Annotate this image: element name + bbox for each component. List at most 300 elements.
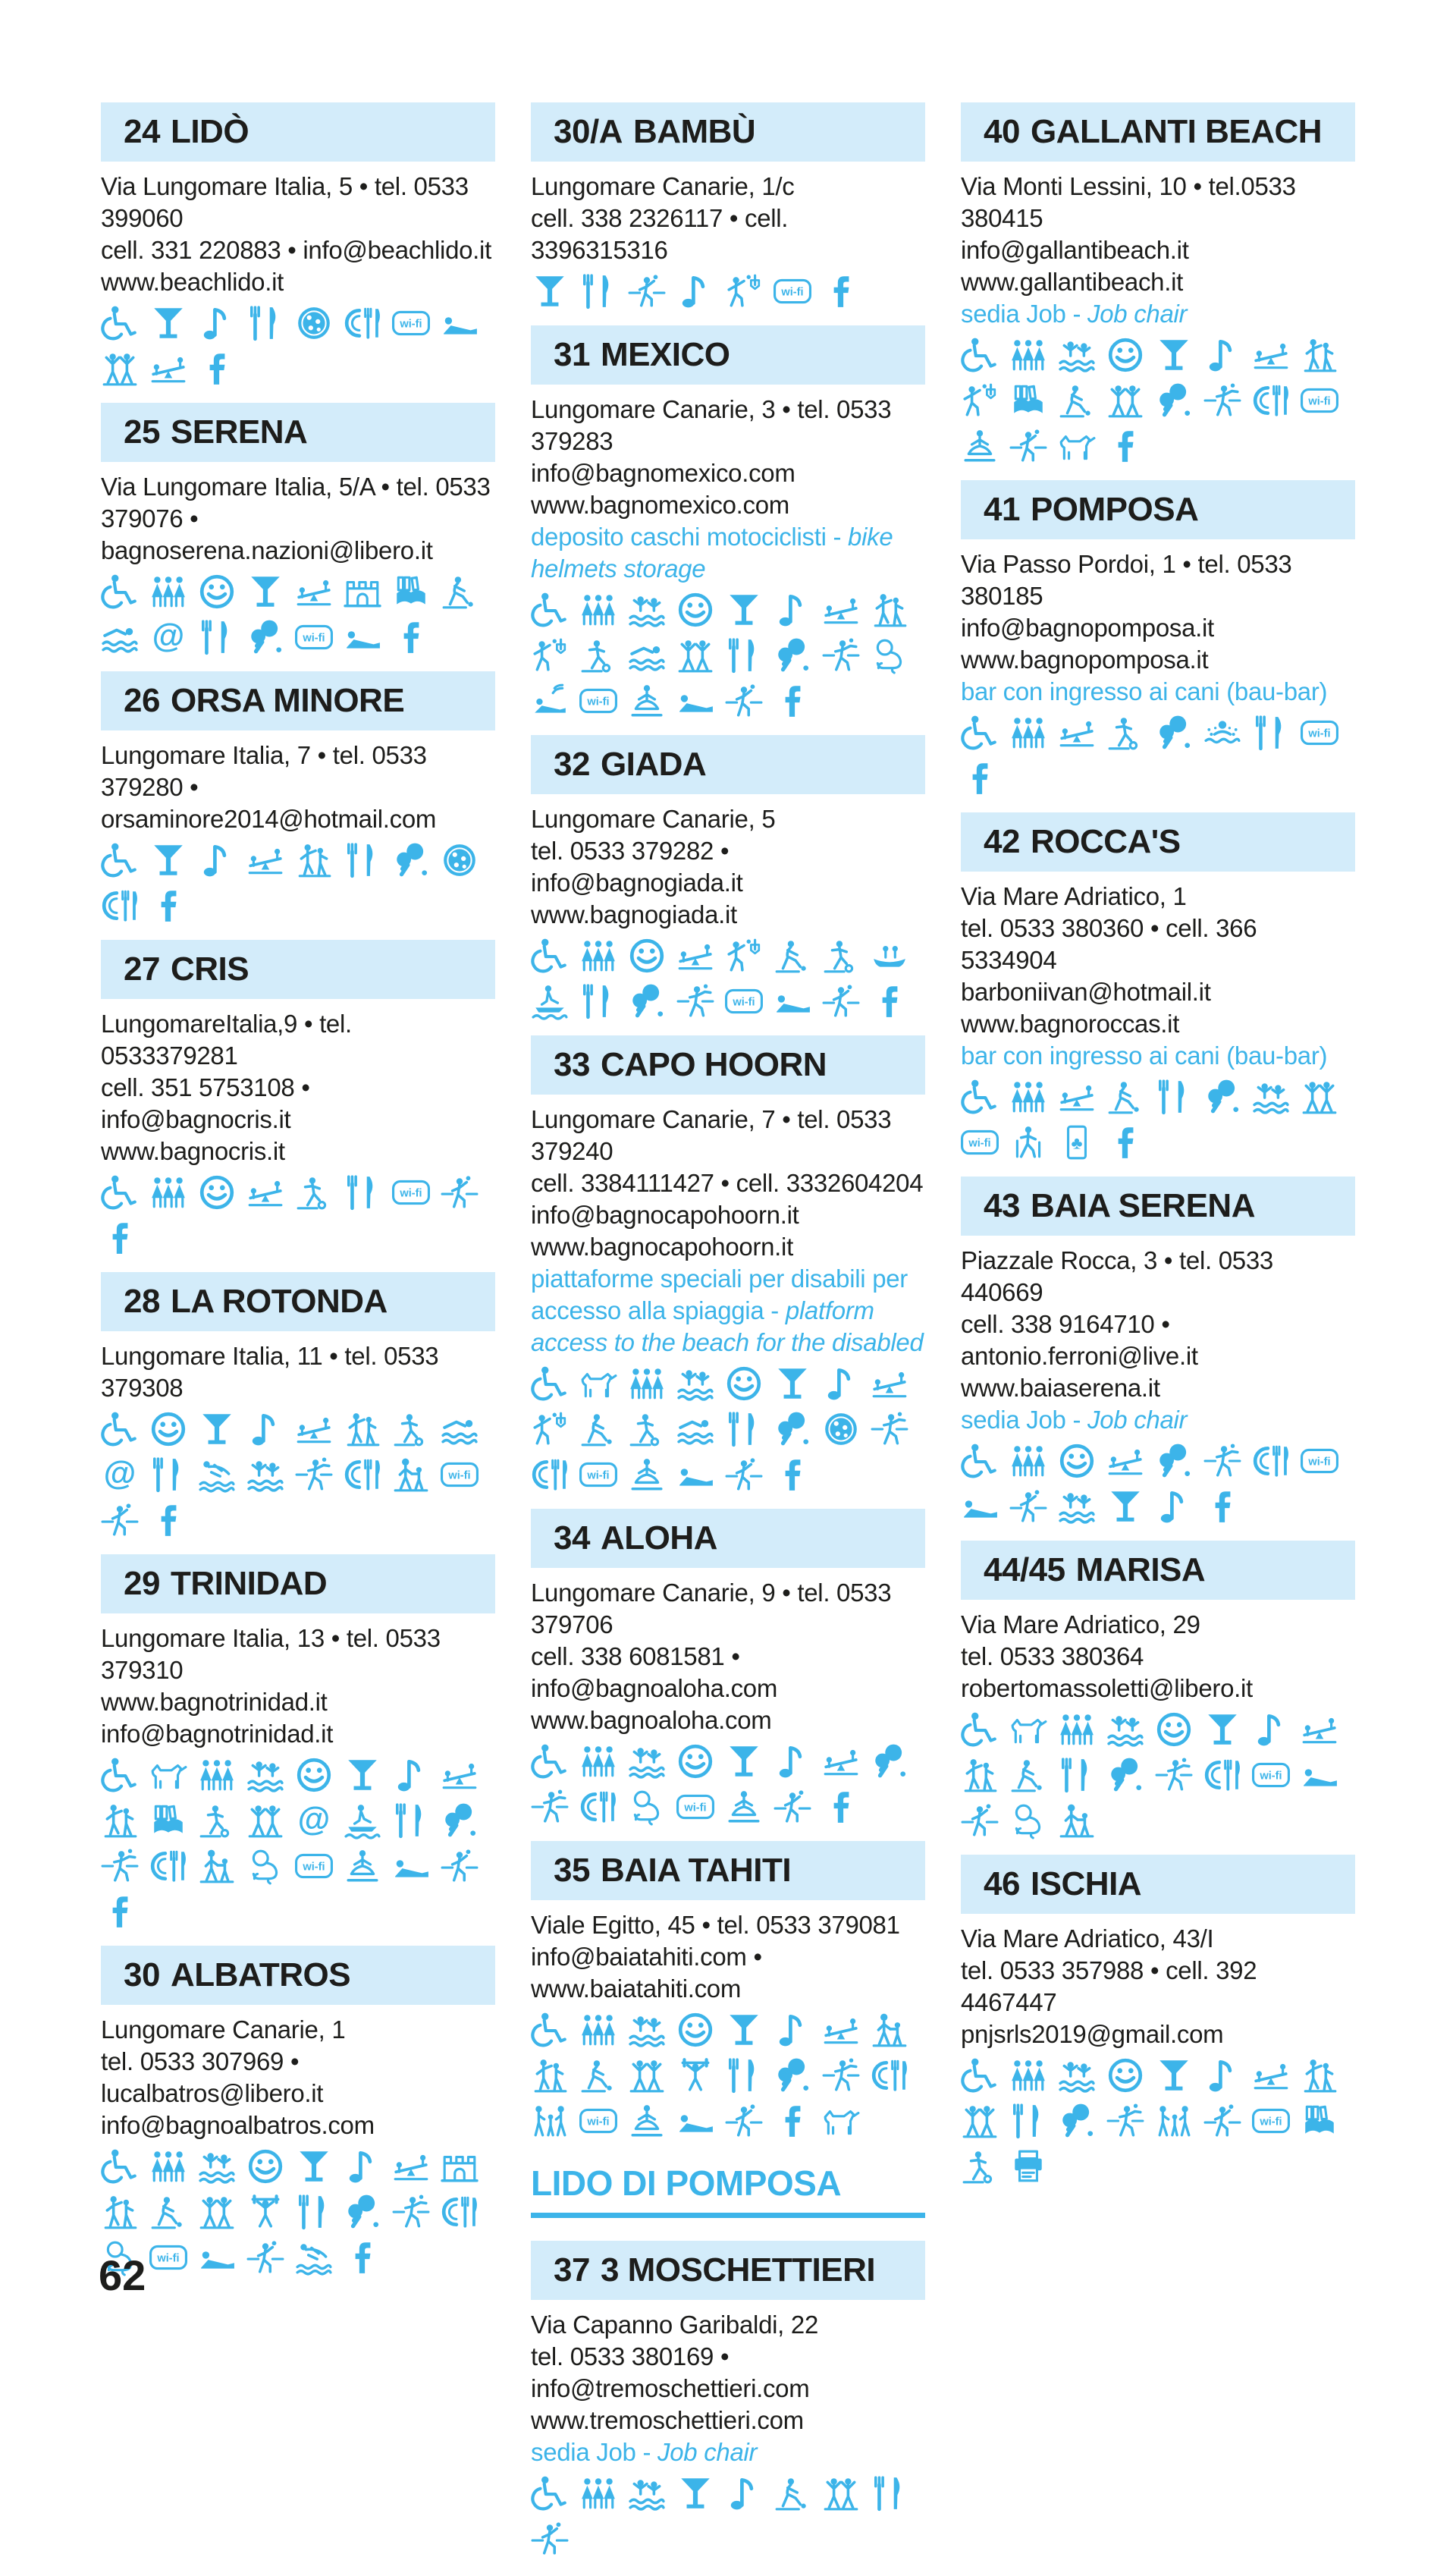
entry-header xyxy=(101,102,495,162)
ping-pong-icon xyxy=(774,2056,811,2094)
volleyball-icon xyxy=(725,2102,763,2140)
volleyball-icon xyxy=(441,1173,479,1211)
basketball-icon xyxy=(531,1410,569,1448)
ping-pong-icon xyxy=(1155,382,1193,419)
entry-number: 30/A xyxy=(554,113,623,150)
entry-note-english: platform access to the beach for the disabled xyxy=(531,1296,924,1356)
entry-name: ALBATROS xyxy=(170,1956,351,1993)
smiley-icon xyxy=(1106,336,1144,374)
entry-note-english: Job chair xyxy=(1087,1406,1188,1434)
family-icon xyxy=(149,573,187,611)
entry-header xyxy=(531,102,925,162)
entry-number: 26 xyxy=(124,682,160,719)
column-right xyxy=(961,102,1355,2573)
entry-note: bar con ingresso ai cani (bau-bar) xyxy=(961,677,1328,705)
seesaw-icon xyxy=(676,937,714,975)
entry-number: 32 xyxy=(554,746,590,783)
sunbed-icon xyxy=(198,2238,236,2276)
entry-number: 30 xyxy=(124,1956,160,1993)
family-icon xyxy=(149,1173,187,1211)
cocktail-icon xyxy=(1203,1711,1241,1748)
ping-pong-icon xyxy=(1155,714,1193,752)
entry-number: 40 xyxy=(984,113,1020,150)
family-icon xyxy=(1009,1078,1047,1116)
entry-24 xyxy=(101,102,495,388)
amenity-icons xyxy=(101,1756,495,1931)
basketball-icon xyxy=(531,636,569,674)
amenity-icons xyxy=(101,1173,495,1257)
entry-number: 46 xyxy=(984,1865,1020,1902)
amenity-icons xyxy=(101,304,495,388)
cocktail-icon xyxy=(725,591,763,629)
svg-text:♣: ♣ xyxy=(1071,1133,1083,1153)
entry-25 xyxy=(101,403,495,656)
dishes-icon xyxy=(871,2056,908,2094)
cocktail-icon xyxy=(246,573,284,611)
entry-title xyxy=(984,1187,1255,1225)
wifi-icon xyxy=(1301,714,1338,752)
dishes-icon xyxy=(101,887,139,925)
cutlery-icon xyxy=(1155,1078,1193,1116)
entry-note-english: bike helmets storage xyxy=(531,523,893,583)
entry-header xyxy=(531,1841,925,1900)
entry-contact-info: Via Lungomare Italia, 5 • tel. 0533 399060 cell. 331 220883 • info@beachlido.it www.beachlido.it xyxy=(101,172,491,296)
family-icon xyxy=(1009,336,1047,374)
water-play-icon xyxy=(628,1742,666,1780)
soccer-icon xyxy=(579,636,617,674)
cocktail-icon xyxy=(725,1742,763,1780)
water-play-icon xyxy=(1058,336,1096,374)
wifi-icon xyxy=(579,1456,617,1494)
ping-pong-icon xyxy=(1106,1756,1144,1794)
seesaw-icon xyxy=(392,2147,430,2185)
soccer-icon xyxy=(1106,714,1144,752)
music-icon xyxy=(392,1756,430,1794)
svg-text:@: @ xyxy=(297,1800,331,1838)
entry-header xyxy=(531,735,925,794)
basketball-icon xyxy=(961,382,999,419)
music-icon xyxy=(822,1365,860,1403)
entry-title xyxy=(554,746,706,784)
amenity-icons xyxy=(961,1711,1355,1839)
dance-group-icon xyxy=(628,2056,666,2094)
yoga-icon xyxy=(344,1847,381,1885)
basketball-icon xyxy=(725,937,763,975)
seesaw-icon xyxy=(441,1756,479,1794)
wheelchair-icon xyxy=(101,1410,139,1448)
books-icon xyxy=(1301,2102,1338,2140)
seesaw-icon xyxy=(246,1173,284,1211)
wifi-icon xyxy=(441,1456,479,1494)
dance-couple-icon xyxy=(295,841,333,879)
facebook-icon xyxy=(1203,1488,1241,1525)
entry-contact-info: Viale Egitto, 45 • tel. 0533 379081 info@baiatahiti.com • www.baiatahiti.com xyxy=(531,1911,900,2003)
cocktail-icon xyxy=(198,1410,236,1448)
at-icon xyxy=(149,618,187,656)
entry-34 xyxy=(531,1509,925,1826)
dog-icon xyxy=(149,1756,187,1794)
music-icon xyxy=(725,2474,763,2512)
entry-33 xyxy=(531,1035,925,1494)
entry-title xyxy=(554,1046,827,1084)
family-walking-icon xyxy=(198,1847,236,1885)
entry-name: ROCCA'S xyxy=(1030,823,1181,860)
entry-header xyxy=(101,940,495,999)
entry-name: 3 MOSCHETTIERI xyxy=(600,2251,876,2289)
ping-pong-icon xyxy=(246,618,284,656)
swimmer-icon xyxy=(676,1410,714,1448)
facebook-icon xyxy=(344,2238,381,2276)
cutlery-icon xyxy=(1252,714,1290,752)
wifi-icon xyxy=(1252,1756,1290,1794)
facebook-icon xyxy=(101,1219,139,1257)
tennis-icon xyxy=(531,1788,569,1826)
entry-contact-info: Via Passo Pordoi, 1 • tel. 0533 380185 info@bagnopomposa.it www.bagnopomposa.it xyxy=(961,550,1292,674)
smiley-icon xyxy=(198,573,236,611)
smiley-icon xyxy=(149,1410,187,1448)
wifi-icon xyxy=(579,2102,617,2140)
dance-couple-icon xyxy=(101,2193,139,2231)
entry-contact-info: Lungomare Canarie, 3 • tel. 0533 379283 info@bagnomexico.com www.bagnomexico.com xyxy=(531,395,892,519)
smiley-icon xyxy=(198,1173,236,1211)
dog-icon xyxy=(579,1365,617,1403)
wheelchair-icon xyxy=(101,841,139,879)
dishes-icon xyxy=(1252,382,1290,419)
entry-note: piattaforme speciali per disabili per accesso alla spiaggia - platform access to the beach for the disabled xyxy=(531,1265,924,1356)
volleyball-icon xyxy=(1009,1488,1047,1525)
entry-contact-info: Lungomare Canarie, 1/c cell. 338 2326117 • cell. 3396315316 xyxy=(531,172,795,264)
music-icon xyxy=(676,272,714,310)
wifi-icon xyxy=(725,982,763,1020)
smiley-icon xyxy=(1058,1442,1096,1480)
entry-28 xyxy=(101,1272,495,1539)
wheelchair-icon xyxy=(531,937,569,975)
entry-note: sedia Job - Job chair xyxy=(961,1406,1188,1434)
bocce-icon xyxy=(774,2474,811,2512)
dance-group-icon xyxy=(198,2193,236,2231)
books-icon xyxy=(149,1802,187,1839)
ping-pong-icon xyxy=(392,841,430,879)
soccer-icon xyxy=(961,2147,999,2185)
facebook-icon xyxy=(101,1893,139,1931)
water-play-icon xyxy=(246,1756,284,1794)
ping-pong-icon xyxy=(344,2193,381,2231)
entry-contact-info: Via Lungomare Italia, 5/A • tel. 0533 379076 • bagnoserena.nazioni@libero.it xyxy=(101,473,491,564)
wifi-icon xyxy=(1301,1442,1338,1480)
svg-text:wi-fi: wi-fi xyxy=(781,286,804,299)
cocktail-icon xyxy=(774,1365,811,1403)
wheelchair-icon xyxy=(531,2011,569,2049)
smiley-icon xyxy=(1155,1711,1193,1748)
entry-title xyxy=(124,1956,350,1994)
family-icon xyxy=(198,1756,236,1794)
entry-contact-info: Lungomare Italia, 7 • tel. 0533 379280 • orsaminore2014@hotmail.com xyxy=(101,741,437,833)
soccer-icon xyxy=(628,1410,666,1448)
tennis-icon xyxy=(676,982,714,1020)
tennis-icon xyxy=(1155,1756,1193,1794)
ping-pong-icon xyxy=(871,1742,908,1780)
facebook-icon xyxy=(1106,1123,1144,1161)
music-icon xyxy=(774,2011,811,2049)
entry-41 xyxy=(961,480,1355,797)
entry-contact-info: Piazzale Rocca, 3 • tel. 0533 440669 cell. 338 9164710 • antonio.ferroni@live.it www.baiaserena.it xyxy=(961,1246,1273,1402)
svg-text:wi-fi: wi-fi xyxy=(733,996,755,1009)
music-icon xyxy=(774,1742,811,1780)
swimmer-icon xyxy=(441,1410,479,1448)
wifi-icon xyxy=(774,272,811,310)
wifi-icon xyxy=(149,2238,187,2276)
wheelchair-icon xyxy=(531,1365,569,1403)
at-icon xyxy=(101,1456,139,1494)
water-play-icon xyxy=(1058,1488,1096,1525)
sunbed-icon xyxy=(676,682,714,720)
dance-couple-icon xyxy=(531,2056,569,2094)
entry-contact-info: Lungomare Italia, 13 • tel. 0533 379310 www.bagnotrinidad.it info@bagnotrinidad.it xyxy=(101,1624,441,1748)
entry-number: 41 xyxy=(984,491,1020,528)
printer-icon xyxy=(1009,2147,1047,2185)
entry-number: 27 xyxy=(124,950,160,988)
wifi-icon xyxy=(676,1788,714,1826)
entry-number: 42 xyxy=(984,823,1020,860)
cutlery-icon xyxy=(579,272,617,310)
sunbed-icon xyxy=(392,1847,430,1885)
family-icon xyxy=(1009,714,1047,752)
books-icon xyxy=(1009,382,1047,419)
dance-couple-icon xyxy=(961,1756,999,1794)
entry-contact-info: Lungomare Canarie, 5 tel. 0533 379282 • info@bagnogiada.it www.bagnogiada.it xyxy=(531,805,776,928)
svg-text:wi-fi: wi-fi xyxy=(157,2252,180,2265)
dishes-icon xyxy=(441,2193,479,2231)
wheelchair-icon xyxy=(101,1173,139,1211)
pizza-icon xyxy=(441,841,479,879)
diver-icon xyxy=(198,1456,236,1494)
volleyball-icon xyxy=(822,982,860,1020)
entry-name: TRINIDAD xyxy=(170,1565,328,1602)
seesaw-icon xyxy=(295,1410,333,1448)
entry-header xyxy=(101,671,495,730)
entry-header xyxy=(101,403,495,462)
bocce-icon xyxy=(441,573,479,611)
entry-name: BAIA SERENA xyxy=(1030,1187,1255,1224)
wheelchair-icon xyxy=(531,591,569,629)
amenity-icons xyxy=(961,1078,1355,1161)
entry-note: sedia Job - Job chair xyxy=(961,300,1188,328)
dance-group-icon xyxy=(676,636,714,674)
entry-number: 25 xyxy=(124,413,160,451)
entry-header xyxy=(101,1272,495,1331)
tennis-icon xyxy=(101,1847,139,1885)
entry-header xyxy=(531,1509,925,1568)
sunbed-icon xyxy=(774,982,811,1020)
cocktail-icon xyxy=(1106,1488,1144,1525)
entry-contact-info: Via Mare Adriatico, 1 tel. 0533 380360 • cell. 366 5334904 barboniivan@hotmail.it www.bagnoroccas.it xyxy=(961,882,1257,1038)
volleyball-icon xyxy=(961,1802,999,1839)
sunbed-icon xyxy=(676,1456,714,1494)
entry-name: MARISA xyxy=(1075,1551,1206,1588)
entry-number: 43 xyxy=(984,1187,1020,1224)
entry-note: bar con ingresso ai cani (bau-bar) xyxy=(961,1041,1328,1070)
amenity-icons xyxy=(961,2056,1355,2185)
smiley-icon xyxy=(1106,2056,1144,2094)
wifi-icon xyxy=(961,1123,999,1161)
music-icon xyxy=(1203,336,1241,374)
yoga-icon xyxy=(628,2102,666,2140)
wheelchair-icon xyxy=(961,714,999,752)
svg-text:wi-fi: wi-fi xyxy=(968,1137,991,1150)
entry-name: BAIA TAHITI xyxy=(600,1852,792,1889)
facebook-icon xyxy=(1106,427,1144,465)
dishes-icon xyxy=(1203,1756,1241,1794)
entry-name: LA ROTONDA xyxy=(170,1283,388,1320)
smiley-icon xyxy=(246,2147,284,2185)
seesaw-icon xyxy=(1106,1442,1144,1480)
entry-32 xyxy=(531,735,925,1020)
facebook-icon xyxy=(774,682,811,720)
section-heading-lido-di-pomposa: LIDO DI POMPOSA xyxy=(531,2163,925,2218)
amenity-icons xyxy=(531,1742,925,1826)
wifi-icon xyxy=(1301,382,1338,419)
tennis-icon xyxy=(822,2056,860,2094)
cocktail-icon xyxy=(344,1756,381,1794)
amenity-icons xyxy=(101,841,495,925)
entry-contact-info: Lungomare Canarie, 7 • tel. 0533 379240 cell. 3384111427 • cell. 3332604204 info@bagnocapohoorn.it www.bagnocapohoorn.it xyxy=(531,1105,924,1261)
cutlery-icon xyxy=(725,636,763,674)
entry-number: 24 xyxy=(124,113,160,150)
tennis-icon xyxy=(1106,2102,1144,2140)
svg-text:wi-fi: wi-fi xyxy=(684,1802,707,1814)
baby-icon xyxy=(1009,1802,1047,1839)
entry-header xyxy=(101,1554,495,1613)
svg-text:wi-fi: wi-fi xyxy=(587,2116,610,2128)
amenity-icons xyxy=(531,2474,925,2558)
entry-name: MEXICO xyxy=(600,336,730,373)
entry-35 xyxy=(531,1841,925,2140)
dishes-icon xyxy=(149,1847,187,1885)
family-icon xyxy=(579,2011,617,2049)
canoe-icon xyxy=(871,937,908,975)
dance-couple-icon xyxy=(1301,336,1338,374)
wheelchair-icon xyxy=(961,1711,999,1748)
facebook-icon xyxy=(871,982,908,1020)
entry-title xyxy=(124,682,404,720)
water-play-icon xyxy=(628,2474,666,2512)
dishes-icon xyxy=(1252,1442,1290,1480)
entry-title xyxy=(554,113,755,151)
amenity-icons xyxy=(101,2147,495,2276)
sunbed-icon xyxy=(961,1488,999,1525)
entry-contact-info: Lungomare Canarie, 9 • tel. 0533 379706 cell. 338 6081581 • info@bagnoaloha.com www.bagnoaloha.com xyxy=(531,1579,892,1734)
family-icon xyxy=(1009,2056,1047,2094)
entry-header xyxy=(961,480,1355,539)
dance-couple-icon xyxy=(1301,2056,1338,2094)
entry-title xyxy=(554,1852,791,1890)
seesaw-icon xyxy=(871,1365,908,1403)
dishes-icon xyxy=(579,1788,617,1826)
music-icon xyxy=(344,2147,381,2185)
volleyball-icon xyxy=(774,1788,811,1826)
volleyball-icon xyxy=(628,272,666,310)
sunbed-icon xyxy=(344,618,381,656)
entry-title xyxy=(124,413,307,451)
family-icon xyxy=(1058,1711,1096,1748)
miniclub-icon xyxy=(1155,2102,1193,2140)
tennis-icon xyxy=(295,1456,333,1494)
entry-header xyxy=(101,1946,495,2005)
smiley-icon xyxy=(676,2011,714,2049)
entry-number: 34 xyxy=(554,1519,590,1557)
entry-number: 31 xyxy=(554,336,590,373)
music-icon xyxy=(1252,1711,1290,1748)
music-icon xyxy=(246,1410,284,1448)
svg-text:wi-fi: wi-fi xyxy=(448,1469,471,1482)
water-play-icon xyxy=(628,2011,666,2049)
smiley-icon xyxy=(676,1742,714,1780)
wifi-icon xyxy=(392,1173,430,1211)
tennis-icon xyxy=(822,636,860,674)
entry-name: GIADA xyxy=(600,746,707,783)
family-walking-icon xyxy=(871,2011,908,2049)
entry-header xyxy=(531,1035,925,1095)
bocce-icon xyxy=(579,2056,617,2094)
dance-couple-icon xyxy=(344,1410,381,1448)
music-icon xyxy=(774,591,811,629)
wheelchair-icon xyxy=(101,573,139,611)
massage-icon xyxy=(531,682,569,720)
cutlery-icon xyxy=(246,304,284,342)
yoga-icon xyxy=(961,427,999,465)
wheelchair-icon xyxy=(961,1442,999,1480)
cards-icon xyxy=(1058,1123,1096,1161)
bouncy-castle-icon xyxy=(344,573,381,611)
volleyball-icon xyxy=(441,1847,479,1885)
facebook-icon xyxy=(822,1788,860,1826)
column-left xyxy=(101,102,495,2573)
wheelchair-icon xyxy=(531,1742,569,1780)
entry-name: ALOHA xyxy=(600,1519,717,1557)
cutlery-icon xyxy=(295,2193,333,2231)
water-play-icon xyxy=(1252,1078,1290,1116)
svg-text:wi-fi: wi-fi xyxy=(303,1861,325,1874)
facebook-icon xyxy=(149,1501,187,1539)
entry-header xyxy=(961,102,1355,162)
dishes-icon xyxy=(344,304,381,342)
dishes-icon xyxy=(531,1456,569,1494)
water-play-icon xyxy=(198,2147,236,2185)
dog-icon xyxy=(1009,1711,1047,1748)
music-icon xyxy=(1203,2056,1241,2094)
amenity-icons xyxy=(961,714,1355,797)
cutlery-icon xyxy=(725,1410,763,1448)
jetski-icon xyxy=(531,982,569,1020)
volleyball-icon xyxy=(725,682,763,720)
tennis-icon xyxy=(1203,382,1241,419)
dance-group-icon xyxy=(822,2474,860,2512)
entry-contact-info: LungomareItalia,9 • tel. 0533379281 cell. 351 5753108 • info@bagnocris.it www.bagnocris.it xyxy=(101,1010,352,1165)
jetski-icon xyxy=(344,1802,381,1839)
cutlery-icon xyxy=(198,618,236,656)
soccer-icon xyxy=(822,937,860,975)
wifi-icon xyxy=(295,1847,333,1885)
svg-text:wi-fi: wi-fi xyxy=(400,318,422,331)
seesaw-icon xyxy=(246,841,284,879)
svg-text:wi-fi: wi-fi xyxy=(400,1187,422,1200)
volleyball-icon xyxy=(1203,2102,1241,2140)
basketball-icon xyxy=(725,272,763,310)
svg-text:wi-fi: wi-fi xyxy=(1260,1770,1282,1783)
dance-group-icon xyxy=(101,350,139,388)
cocktail-icon xyxy=(1155,2056,1193,2094)
entry-note: sedia Job - Job chair xyxy=(531,2438,758,2466)
